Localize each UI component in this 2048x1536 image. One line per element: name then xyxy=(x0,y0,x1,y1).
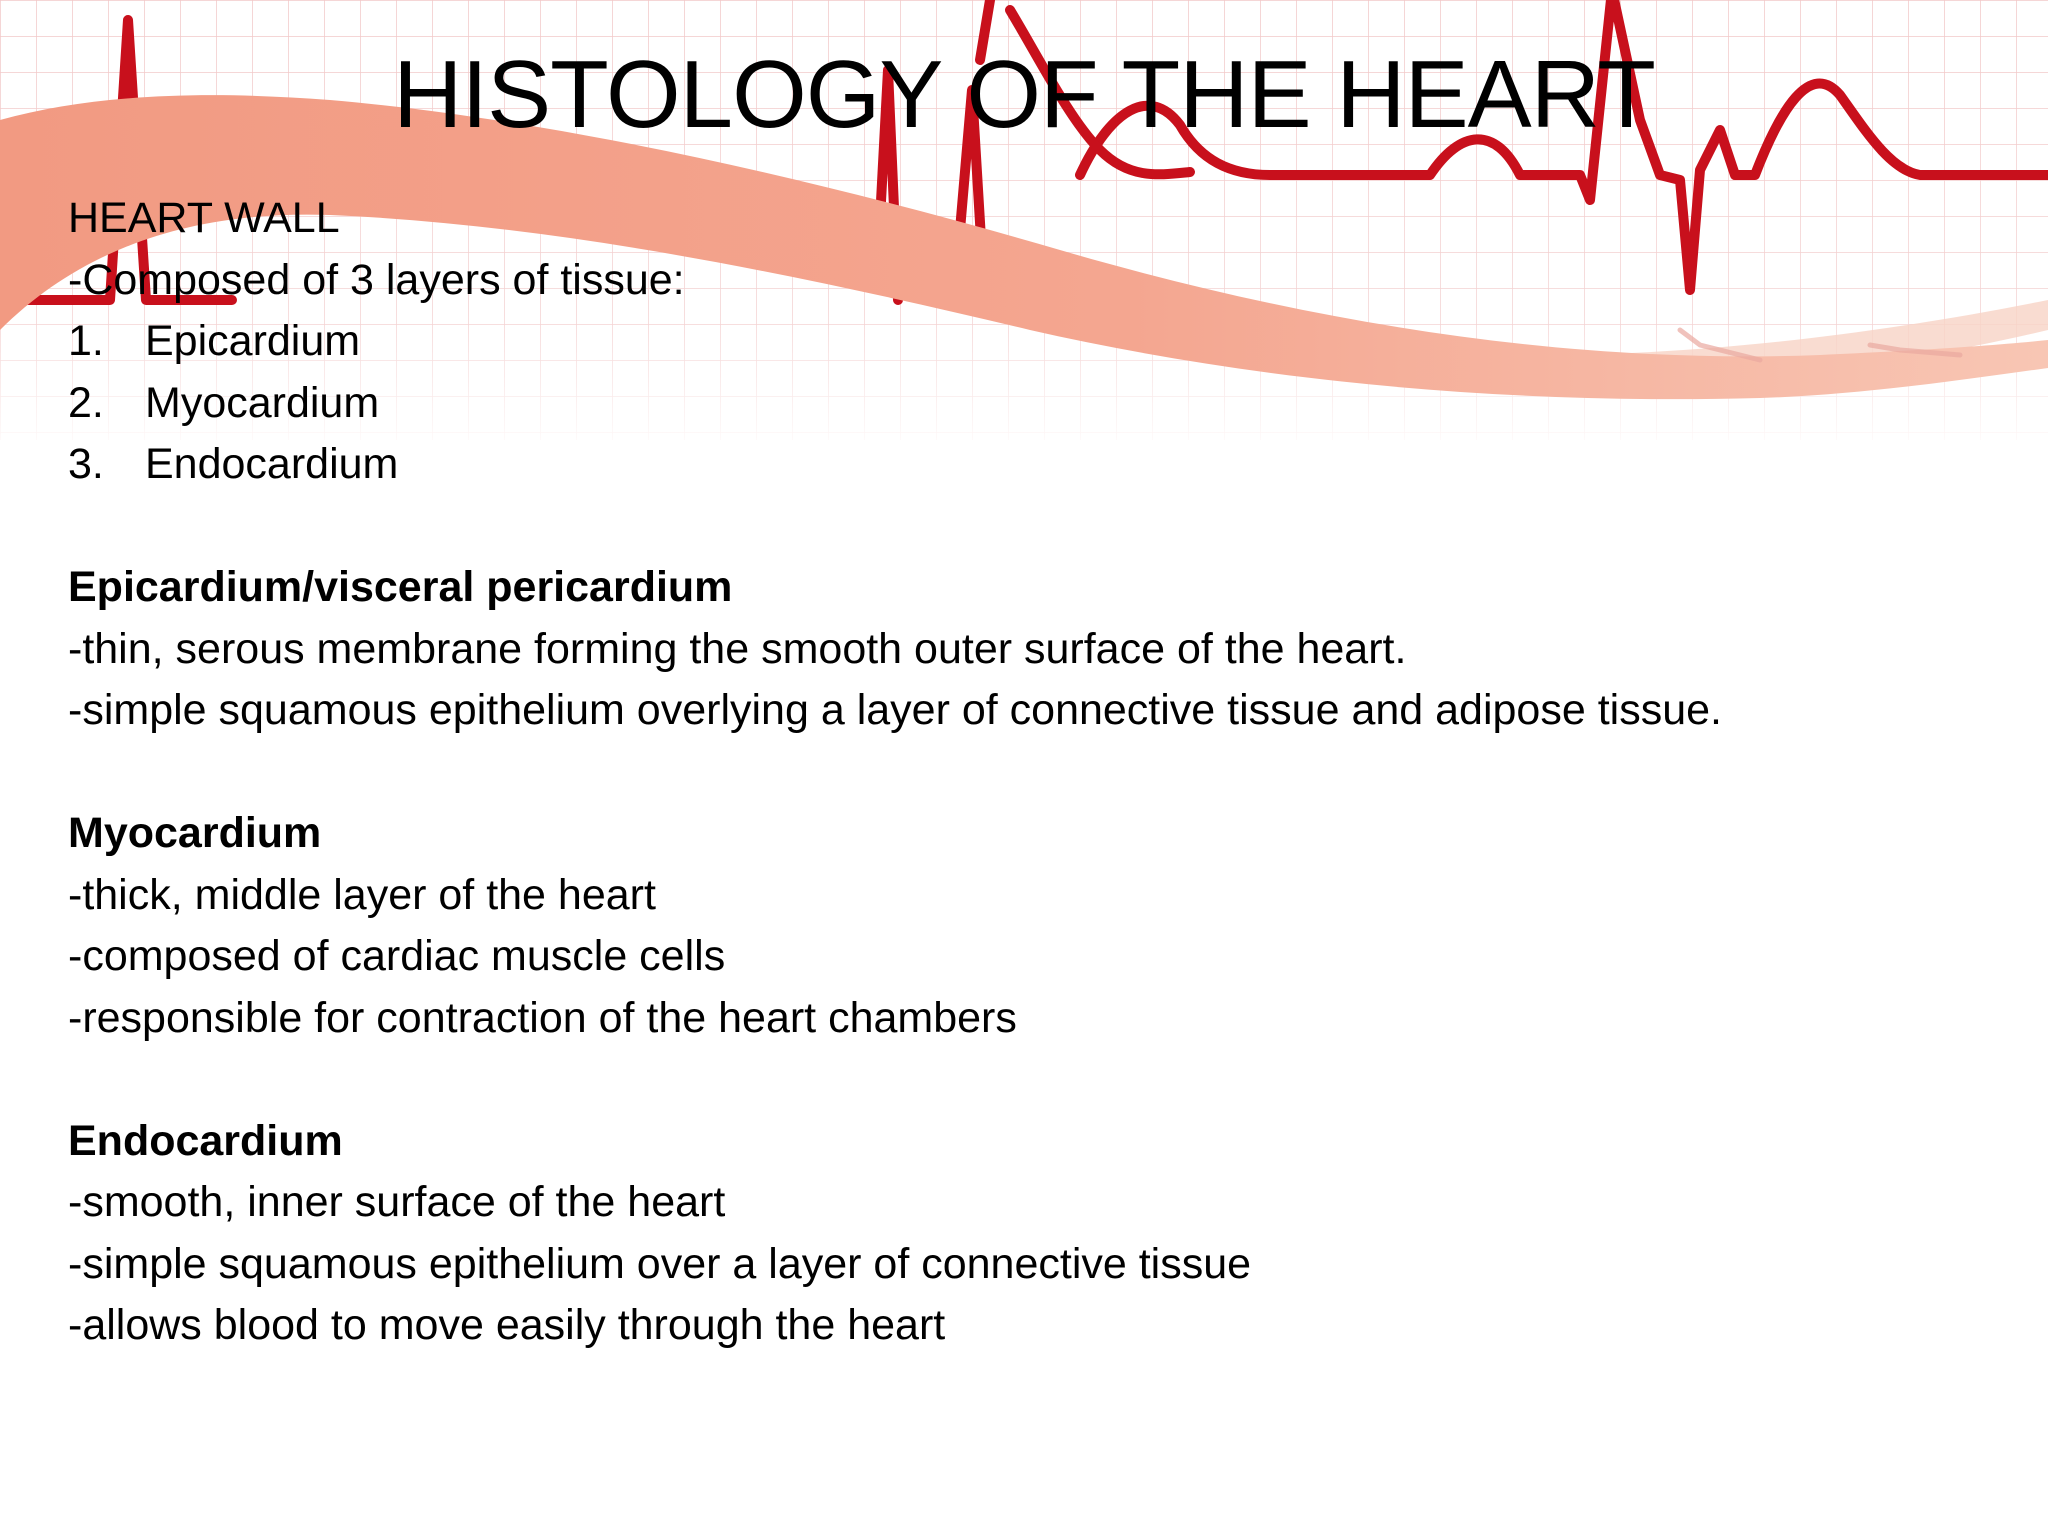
endocardium-heading: Endocardium xyxy=(68,1116,343,1165)
endocardium-point: -simple squamous epithelium over a layer of connective tissue xyxy=(68,1239,1252,1288)
epicardium-heading: Epicardium/visceral pericardium xyxy=(68,563,733,611)
layer-number: 2. xyxy=(68,378,104,427)
slide-title: HISTOLOGY OF THE HEART xyxy=(393,41,1655,148)
myocardium-point: -responsible for contraction of the heart chambers xyxy=(68,993,1017,1042)
epicardium-point: -simple squamous epithelium overlying a layer of connective tissue and adipose tissue. xyxy=(68,686,1722,734)
endocardium-point: -smooth, inner surface of the heart xyxy=(68,1178,726,1226)
spacer xyxy=(68,496,2008,558)
layer-list-item xyxy=(68,373,2008,435)
layer-label: Epicardium xyxy=(145,317,361,365)
layer-number: 3. xyxy=(68,440,104,488)
layer-list-item xyxy=(68,434,2008,496)
myocardium-point: -composed of cardiac muscle cells xyxy=(68,932,726,980)
spacer xyxy=(68,742,2008,804)
spacer xyxy=(68,1049,2008,1111)
layer-number: 1. xyxy=(68,317,104,365)
heart-wall-heading: HEART WALL xyxy=(68,194,340,242)
layer-label: Endocardium xyxy=(145,440,399,488)
endocardium-point: -allows blood to move easily through the heart xyxy=(68,1301,946,1349)
heart-wall-intro: -Composed of 3 layers of tissue: xyxy=(68,255,685,304)
layer-label: Myocardium xyxy=(145,378,380,427)
layer-list-item xyxy=(68,311,2008,373)
myocardium-heading: Myocardium xyxy=(68,809,322,857)
epicardium-point: -thin, serous membrane forming the smooth outer surface of the heart. xyxy=(68,624,1407,673)
myocardium-point: -thick, middle layer of the heart xyxy=(68,870,656,919)
slide-content xyxy=(68,188,2008,1357)
